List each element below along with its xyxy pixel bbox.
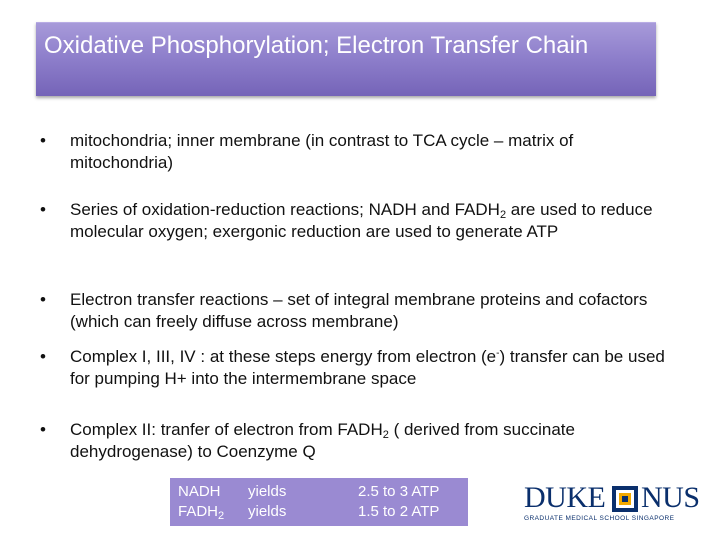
subscript: 2 [218,510,225,522]
bullet-list [30,130,680,463]
bullet-text-cont: ) transfer can be used for pumping H+ into the intermembrane space [70,347,665,388]
atp-value: 1.5 to 2 ATP [358,503,440,520]
bullet-text: Electron transfer reactions – set of integral membrane proteins and cofactors (which can freely diffuse across membrane) [70,290,648,331]
bullet-text: mitochondria; inner membrane (in contrast to TCA cycle – matrix of mitochondria) [70,131,574,172]
bullet-dot-icon: • [40,420,46,439]
logo-tagline: GRADUATE MEDICAL SCHOOL SINGAPORE [524,515,675,522]
atp-cofactor: NADH [178,483,221,500]
atp-verb: yields [248,483,287,500]
atp-yield-box [170,478,468,526]
bullet-dot-icon: • [40,131,46,150]
bullet-item-location [30,130,680,199]
atp-cofactor [178,502,224,522]
bullet-text-cont: are used to reduce molecular oxygen; exergonic reduction are used to generate ATP [70,200,653,241]
subscript: 2 [382,429,389,441]
logo-wordmark-left: DUKE [524,481,606,514]
logo-mark-icon [612,486,638,512]
bullet-dot-icon: • [40,347,46,366]
bullet-item-redox [30,199,680,289]
title-bar [36,22,656,96]
bullet-item-complex-ii [30,419,680,463]
bullet-text: Complex II: tranfer of electron from FADH [70,420,383,439]
bullet-text-cont: ( derived from succinate dehydrogenase) to Coenzyme Q [70,420,575,461]
atp-cofactor-text: FADH [178,503,219,520]
atp-row-fadh2 [178,502,460,522]
duke-nus-logo [524,482,700,526]
subscript: 2 [499,209,507,221]
superscript: - [496,348,500,359]
bullet-text: Complex I, III, IV : at these steps energy from electron (e [70,347,497,366]
bullet-dot-icon: • [40,290,46,309]
logo-wordmark-right: NUS [641,481,700,514]
bullet-item-complexes [30,346,680,419]
slide-title: Oxidative Phosphorylation; Electron Transfer Chain [44,32,589,59]
bullet-dot-icon: • [40,200,46,219]
atp-verb: yields [248,503,287,520]
atp-value: 2.5 to 3 ATP [358,483,440,500]
atp-row-nadh [178,482,460,502]
bullet-item-transfer [30,289,680,346]
bullet-text: Series of oxidation-reduction reactions; NADH and FADH [70,200,500,219]
